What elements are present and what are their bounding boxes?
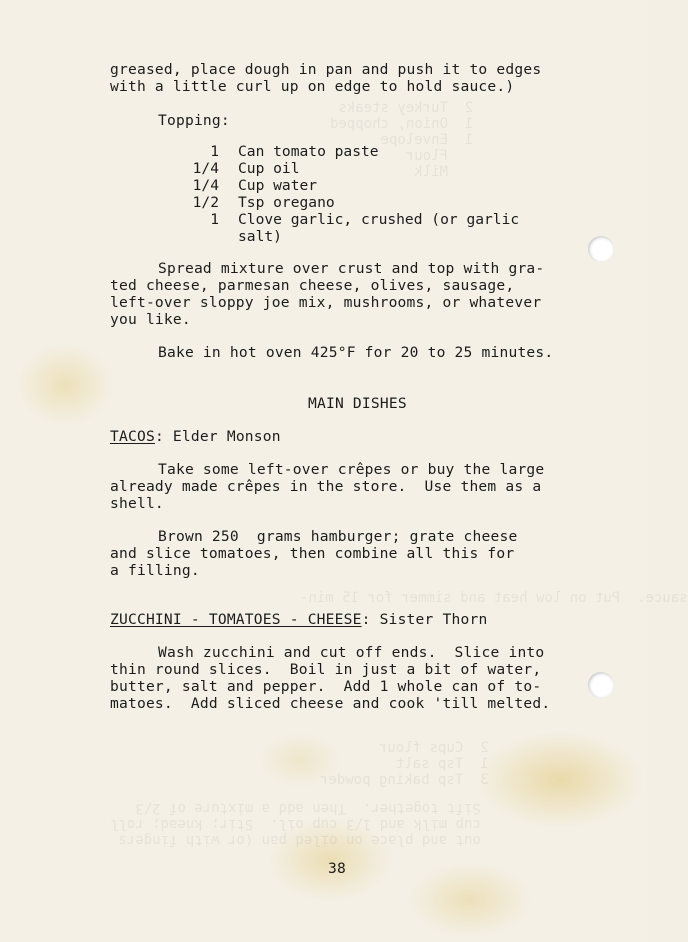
show-through-text: out and place on oiled pan (or with fingers cup milk and 1/3 cup oil. Stir; knead; roll Sift together. Then add a mixture of 2/3 <box>110 800 481 848</box>
recipe-title-tacos <box>110 428 281 445</box>
text-line: matoes. Add sliced cheese and cook 'till melted. <box>110 695 551 712</box>
ingredient-qty: 1/4 <box>192 177 219 194</box>
text-line: already made crêpes in the store. Use them as a <box>110 478 542 495</box>
recipe-title: TACOS <box>110 428 155 445</box>
text-line: ted cheese, parmesan cheese, olives, sausage, <box>110 277 515 294</box>
page-number: 38 <box>328 860 346 877</box>
text-line: with a little curl up on edge to hold sauce.) <box>110 78 515 95</box>
text-line: Spread mixture over crust and top with gra- <box>158 260 545 277</box>
punch-hole <box>588 672 614 698</box>
text-line: thin round slices. Boil in just a bit of water, <box>110 661 542 678</box>
topping-heading: Topping: <box>158 112 230 129</box>
show-through-text: 2 Cups flour 1 Tsp salt 3 Tsp baking powder <box>320 740 489 788</box>
ingredient-qty: 1 <box>210 211 219 228</box>
punch-hole <box>588 236 614 262</box>
text-line: and slice tomatoes, then combine all this for <box>110 545 515 562</box>
ingredient-item-continued: salt) <box>238 228 282 245</box>
ingredient-qty: 1/4 <box>192 160 219 177</box>
bake-instruction: Bake in hot oven 425°F for 20 to 25 minutes. <box>158 344 554 361</box>
ingredient-item: Cup oil <box>238 160 300 177</box>
ingredient-qty: 1 <box>210 143 219 160</box>
text-line: Wash zucchini and cut off ends. Slice into <box>158 644 545 661</box>
ingredient-item: Clove garlic, crushed (or garlic <box>238 211 520 228</box>
ingredient-item: Can tomato paste <box>238 143 379 160</box>
section-title: MAIN DISHES <box>308 395 407 412</box>
text-line: a filling. <box>110 562 200 579</box>
recipe-title: ZUCCHINI - TOMATOES - CHEESE <box>110 611 362 628</box>
recipe-title-zucchini <box>110 611 487 628</box>
show-through-text: sauce. Put on low heat and simmer for 15 min- <box>300 590 688 606</box>
text-line: Brown 250 grams hamburger; grate cheese <box>158 528 518 545</box>
text-line: shell. <box>110 495 164 512</box>
ingredient-item: Cup water <box>238 177 318 194</box>
ingredient-qty: 1/2 <box>192 194 219 211</box>
text-line: left-over sloppy joe mix, mushrooms, or whatever <box>110 294 542 311</box>
recipe-author: : Sister Thorn <box>361 611 488 628</box>
show-through-text: 2 Turkey steaks 1 Onion, chopped 1 Envelope Flour Milk <box>330 100 474 180</box>
text-line: you like. <box>110 311 191 328</box>
recipe-author: : Elder Monson <box>154 428 281 445</box>
text-line: Take some left-over crêpes or buy the large <box>158 461 545 478</box>
ingredient-item: Tsp oregano <box>238 194 335 211</box>
text-line: greased, place dough in pan and push it to edges <box>110 61 542 78</box>
text-line: butter, salt and pepper. Add 1 whole can of to- <box>110 678 542 695</box>
